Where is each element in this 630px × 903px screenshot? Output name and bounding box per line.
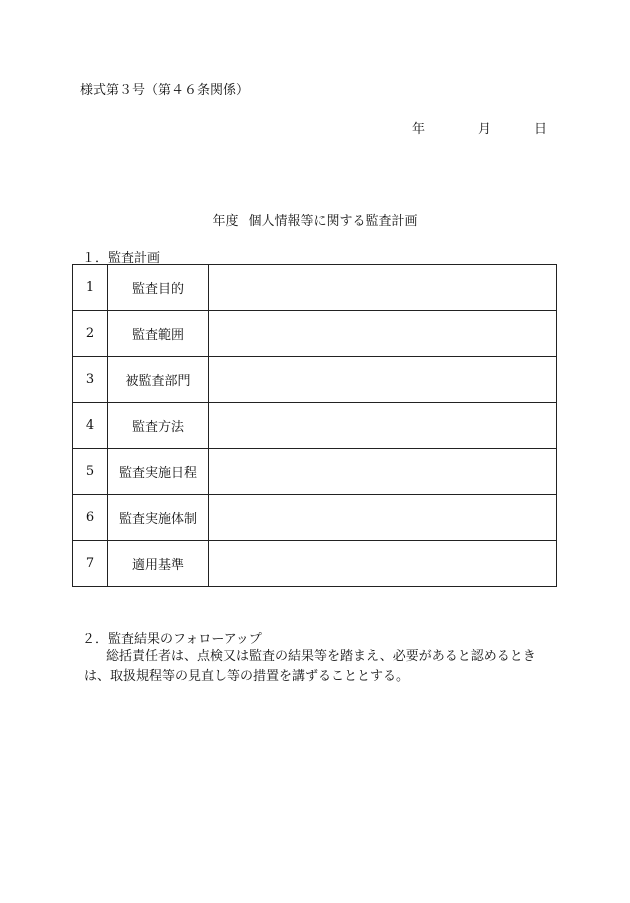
- title-fiscal-year-label: 年度: [212, 214, 239, 229]
- section1-heading: １．監査計画: [82, 251, 161, 266]
- row-item-label: 監査実施体制: [108, 495, 209, 541]
- table-row: [73, 403, 557, 449]
- row-item-label: 監査実施日程: [108, 449, 209, 495]
- row-content-cell[interactable]: [209, 265, 557, 311]
- section2-heading: ２．監査結果のフォローアップ: [82, 632, 262, 647]
- row-content-cell[interactable]: [209, 495, 557, 541]
- table-row: [73, 357, 557, 403]
- row-content-cell[interactable]: [209, 541, 557, 587]
- row-number: 1: [73, 265, 108, 311]
- document-title: [0, 210, 630, 229]
- table-row: [73, 541, 557, 587]
- row-content-cell[interactable]: [209, 449, 557, 495]
- date-day-label: 日: [534, 122, 548, 137]
- table-row: [73, 495, 557, 541]
- section2-body-text: 総括責任者は、点検又は監査の結果等を踏まえ、必要があると認めるときは、取扱規程等の見直し等の措置を講ずることとする。: [84, 649, 536, 684]
- row-number: 7: [73, 541, 108, 587]
- form-number: 様式第３号（第４６条関係）: [80, 83, 250, 98]
- row-number: 5: [73, 449, 108, 495]
- row-item-label: 被監査部門: [108, 357, 209, 403]
- row-number: 4: [73, 403, 108, 449]
- row-item-label: 監査範囲: [108, 311, 209, 357]
- table-row: [73, 265, 557, 311]
- title-main: 個人情報等に関する監査計画: [248, 214, 418, 229]
- row-content-cell[interactable]: [209, 403, 557, 449]
- row-item-label: 適用基準: [108, 541, 209, 587]
- row-item-label: 監査目的: [108, 265, 209, 311]
- row-number: 2: [73, 311, 108, 357]
- table-row: [73, 449, 557, 495]
- row-number: 6: [73, 495, 108, 541]
- table-row: [73, 311, 557, 357]
- date-month-label: 月: [478, 122, 492, 137]
- date-year-label: 年: [412, 122, 426, 137]
- audit-plan-table: [72, 264, 557, 587]
- row-number: 3: [73, 357, 108, 403]
- row-content-cell[interactable]: [209, 311, 557, 357]
- row-content-cell[interactable]: [209, 357, 557, 403]
- row-item-label: 監査方法: [108, 403, 209, 449]
